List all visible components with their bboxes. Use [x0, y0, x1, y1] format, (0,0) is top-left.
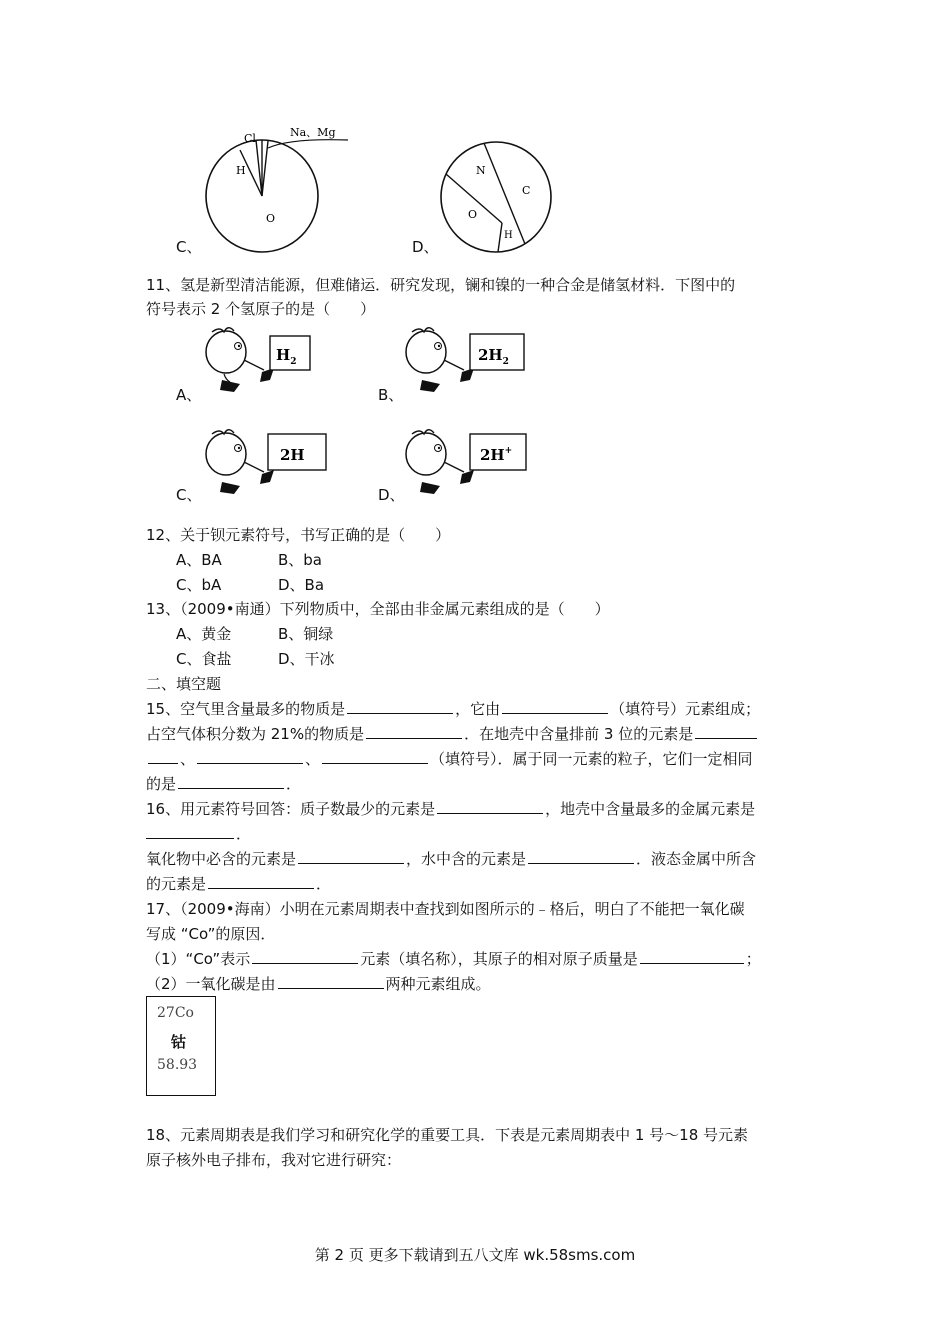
pie-c-label-h: H — [236, 164, 246, 177]
blank[interactable] — [252, 949, 358, 964]
q13-option-d: D、干冰 — [278, 650, 335, 668]
cartoon-figure-b — [404, 322, 528, 398]
element-tile-cobalt — [146, 996, 216, 1096]
option-c-label: C、 — [176, 238, 202, 256]
pie-d-label-o: O — [468, 208, 478, 221]
pie-c-label-na-mg: Na、Mg — [290, 128, 336, 139]
option-d-label: D、 — [412, 238, 439, 256]
q12-stem: 12、关于钡元素符号，书写正确的是（ ） — [146, 526, 451, 544]
q16-line1: 16、用元素符号回答：质子数最少的元素是 ，地壳中含量最多的金属元素是 — [146, 800, 756, 818]
q11-option-a-label: A、 — [176, 386, 202, 404]
blank[interactable] — [208, 874, 314, 889]
blank[interactable] — [347, 699, 453, 714]
pie-chart-d — [438, 140, 558, 256]
q16-line2: ． — [146, 823, 251, 845]
pie-c-label-cl: Cl — [244, 132, 256, 145]
q11-stem-line2: 符号表示 2 个氢原子的是（ ） — [146, 300, 376, 318]
q17-stem-line2: 写成 “Co”的原因． — [146, 925, 276, 943]
blank[interactable] — [298, 849, 404, 864]
q12-option-d: D、Ba — [278, 576, 325, 594]
q15-line1: 15、空气里含量最多的物质是 ，它由 （填符号）元素组成； — [146, 700, 761, 718]
q17-sub1: （1）“Co”表示 元素（填名称），其原子的相对原子质量是 ； — [146, 950, 761, 968]
pie-c-label-o: O — [266, 212, 276, 225]
q12-option-c: C、bA — [176, 576, 222, 594]
blank[interactable] — [146, 824, 234, 839]
blank[interactable] — [322, 749, 428, 764]
section-heading: 二、填空题 — [146, 675, 222, 693]
q11-option-c-label: C、 — [176, 486, 202, 504]
element-number-symbol: 27Co — [157, 1005, 194, 1021]
element-mass: 58.93 — [157, 1057, 198, 1073]
q15-line4: 的是 ． — [146, 775, 302, 793]
q13-option-c: C、食盐 — [176, 650, 232, 668]
blank[interactable] — [278, 974, 384, 989]
q11-option-b-label: B、 — [378, 386, 404, 404]
blank[interactable] — [640, 949, 744, 964]
q16-line4: 的元素是 ． — [146, 875, 332, 893]
cartoon-figure-c — [204, 424, 328, 500]
blank[interactable] — [366, 724, 462, 739]
element-name: 钴 — [171, 1033, 187, 1051]
q12-option-b: B、ba — [278, 551, 323, 569]
cartoon-figure-a — [204, 322, 314, 398]
q12-option-a: A、BA — [176, 551, 222, 569]
pie-d-label-n: N — [476, 164, 486, 177]
blank[interactable] — [148, 749, 178, 764]
q11-stem-line1: 11、氢是新型清洁能源，但难储运．研究发现，镧和镍的一种合金是储氢材料．下图中的 — [146, 276, 736, 294]
blank[interactable] — [178, 774, 284, 789]
pie-d-label-c: C — [522, 184, 531, 197]
q15-line3: 、 、 （填符号）．属于同一元素的粒子，它们一定相同 — [146, 748, 753, 770]
option-b-symbol: $2H_2$ — [478, 346, 509, 367]
page-footer: 第 2 页 更多下载请到五八文库 wk.58sms.com — [314, 1246, 636, 1264]
blank[interactable] — [437, 799, 543, 814]
option-d-symbol: 2H+ — [480, 446, 513, 464]
cartoon-figure-d — [404, 424, 528, 500]
q18-stem-line2: 原子核外电子排布，我对它进行研究： — [146, 1151, 402, 1169]
q15-line2: 占空气体积分数为 21%的物质是 ．在地壳中含量排前 3 位的元素是 — [146, 723, 759, 745]
q16-line3: 氧化物中必含的元素是 ，水中含的元素是 ．液态金属中所含 — [146, 850, 757, 868]
q13-option-b: B、铜绿 — [278, 625, 334, 643]
option-a-symbol: $H_2$ — [276, 346, 297, 367]
blank[interactable] — [197, 749, 303, 764]
pie-d-label-h: H — [504, 230, 513, 241]
pie-chart-c — [200, 128, 360, 256]
q17-stem-line1: 17、（2009•海南）小明在元素周期表中查找到如图所示的﹣格后，明白了不能把一氧化碳 — [146, 900, 745, 918]
q11-option-d-label: D、 — [378, 486, 405, 504]
q18-stem-line1: 18、元素周期表是我们学习和研究化学的重要工具．下表是元素周期表中 1 号～18 号元素 — [146, 1126, 749, 1144]
q17-sub2: （2）一氧化碳是由 两种元素组成。 — [146, 975, 491, 993]
q13-option-a: A、黄金 — [176, 625, 232, 643]
blank[interactable] — [695, 724, 757, 739]
option-c-symbol: 2H — [280, 446, 305, 464]
q13-stem: 13、（2009•南通）下列物质中，全部由非金属元素组成的是（ ） — [146, 600, 610, 618]
blank[interactable] — [528, 849, 634, 864]
blank[interactable] — [502, 699, 608, 714]
